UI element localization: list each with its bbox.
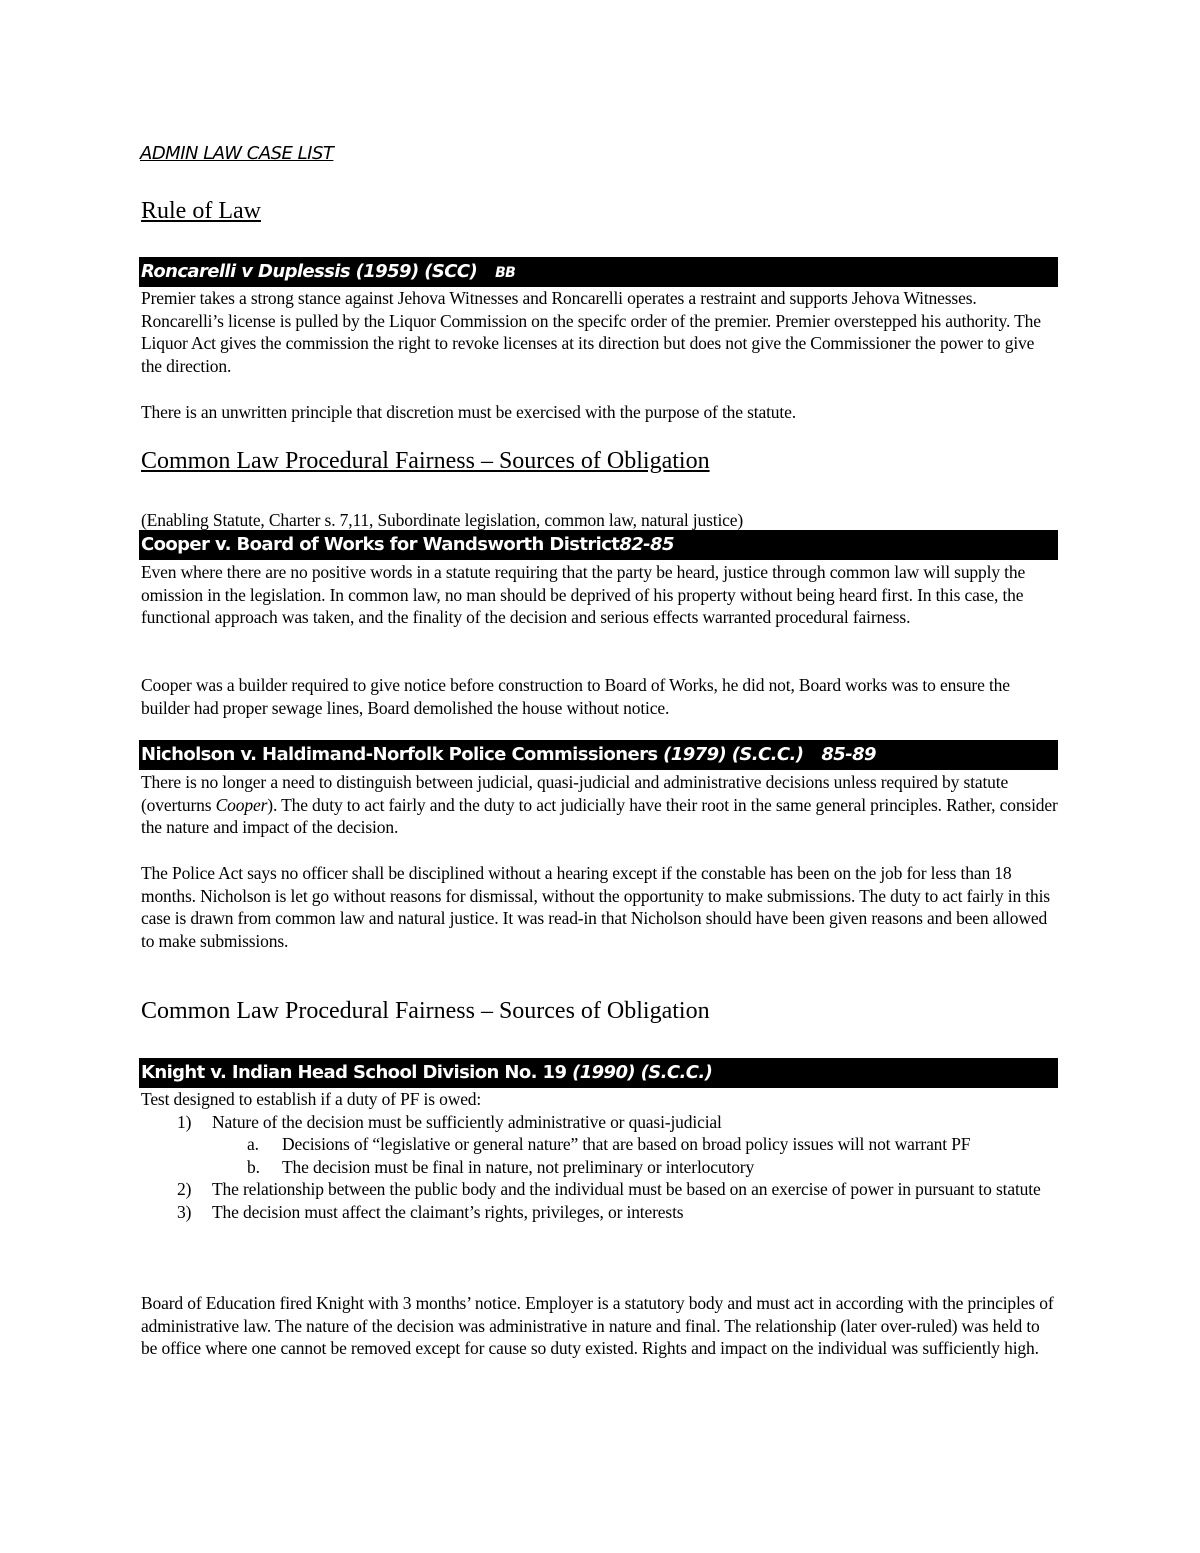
case-paragraph: The Police Act says no officer shall be disciplined without a hearing except if the constable has been on the job for less than 18 months. Nicholson is let go without reasons for dismissal, without the opportunity to make submissions. The duty to act fairly in this case is drawn from common law and natural justice. It was read-in that Nicholson should have been given reasons and been allowed to make submissions. (141, 863, 1050, 951)
list-text: The relationship between the public body and the individual must be based on an exercise of power in pursuant to statute (212, 1179, 1041, 1200)
case-header-knight (139, 1058, 1058, 1088)
list-item (141, 1178, 1059, 1201)
case-name: Knight v. Indian Head School Division No. 19 (141, 1062, 567, 1083)
case-header-cooper (139, 530, 1058, 560)
case-name: Cooper v. Board of Works for Wandsworth District (141, 534, 620, 555)
case-header-roncarelli (139, 257, 1058, 287)
section-heading-rule-of-law: Rule of Law (141, 198, 261, 224)
list-number: 2) (177, 1179, 192, 1200)
case-paragraph: Even where there are no positive words in a statute requiring that the party be heard, justice through common law will supply the omission in the legislation. In common law, no man should be deprived of his property without being heard first. In this case, the functional approach was taken, and the finality of the decision and serious effects warranted procedural fairness. (141, 562, 1026, 628)
case-tag: BB (495, 265, 516, 281)
case-pages: 85-89 (821, 744, 876, 765)
case-paragraph: Board of Education fired Knight with 3 months’ notice. Employer is a statutory body and must act in according with the principles of administrative law. The nature of the decision was administrative in nature and final. The relationship (later over-ruled) was held to be office where one cannot be removed except for cause so duty existed. Rights and impact on the individual was sufficiently high. (141, 1293, 1054, 1359)
test-list (141, 1088, 1059, 1224)
case-pages: 82-85 (619, 534, 674, 555)
case-name: Nicholson v. Haldimand-Norfolk Police Commissioners (141, 744, 658, 765)
section-note: (Enabling Statute, Charter s. 7,11, Subordinate legislation, common law, natural justice) (141, 510, 744, 530)
case-header-nicholson (139, 740, 1058, 770)
list-item (141, 1156, 1059, 1179)
document-title: ADMIN LAW CASE LIST (140, 143, 334, 164)
case-name: Roncarelli v Duplessis (1959) (SCC) (141, 261, 478, 282)
paragraph-text: ). The duty to act fairly and the duty to act judicially have their root in the same general principles. Rather, consider the nature and impact of the decision. (141, 794, 1058, 838)
section-heading-procedural-fairness: Common Law Procedural Fairness – Sources of Obligation (141, 448, 710, 474)
paragraph-text: There is no longer a need to distinguish between judicial, quasi-judicial and administrative decisions unless required by statute (overturns (141, 772, 1009, 815)
case-citation: (1979) (S.C.C.) (663, 744, 804, 765)
list-number: 1) (177, 1111, 192, 1132)
case-paragraph: Premier takes a strong stance against Jehova Witnesses and Roncarelli operates a restraint and supports Jehova Witnesses. Roncarelli’s license is pulled by the Liquor Commission on the specifc order of the premier. Premier overstepped his authority. The Liquor Act gives the commission the right to revoke licenses at its direction but does not give the Commissioner the power to give the direction. (141, 288, 1041, 376)
list-item (141, 1111, 1059, 1134)
list-text: Decisions of “legislative or general nature” that are based on broad policy issues will not warrant PF (282, 1134, 971, 1155)
case-citation: (1990) (S.C.C.) (572, 1062, 713, 1083)
case-paragraph: Cooper was a builder required to give notice before construction to Board of Works, he did not, Board works was to ensure the builder had proper sewage lines, Board demolished the house without notice. (141, 675, 1010, 718)
list-number: 3) (177, 1201, 192, 1222)
list-text: Nature of the decision must be sufficiently administrative or quasi-judicial (212, 1111, 722, 1132)
list-number: a. (247, 1134, 259, 1155)
list-text: The decision must affect the claimant’s rights, privileges, or interests (212, 1201, 684, 1222)
case-paragraph: There is an unwritten principle that discretion must be exercised with the purpose of the statute. (141, 402, 796, 422)
case-paragraph (141, 771, 1059, 839)
list-intro: Test designed to establish if a duty of PF is owed: (141, 1089, 482, 1109)
list-item (141, 1133, 1059, 1156)
paragraph-italic-text: Cooper (215, 794, 268, 815)
list-text: The decision must be final in nature, not preliminary or interlocutory (282, 1156, 755, 1177)
list-item (141, 1201, 1059, 1224)
list-number: b. (247, 1156, 260, 1177)
section-heading-procedural-fairness-2: Common Law Procedural Fairness – Sources of Obligation (141, 998, 710, 1024)
